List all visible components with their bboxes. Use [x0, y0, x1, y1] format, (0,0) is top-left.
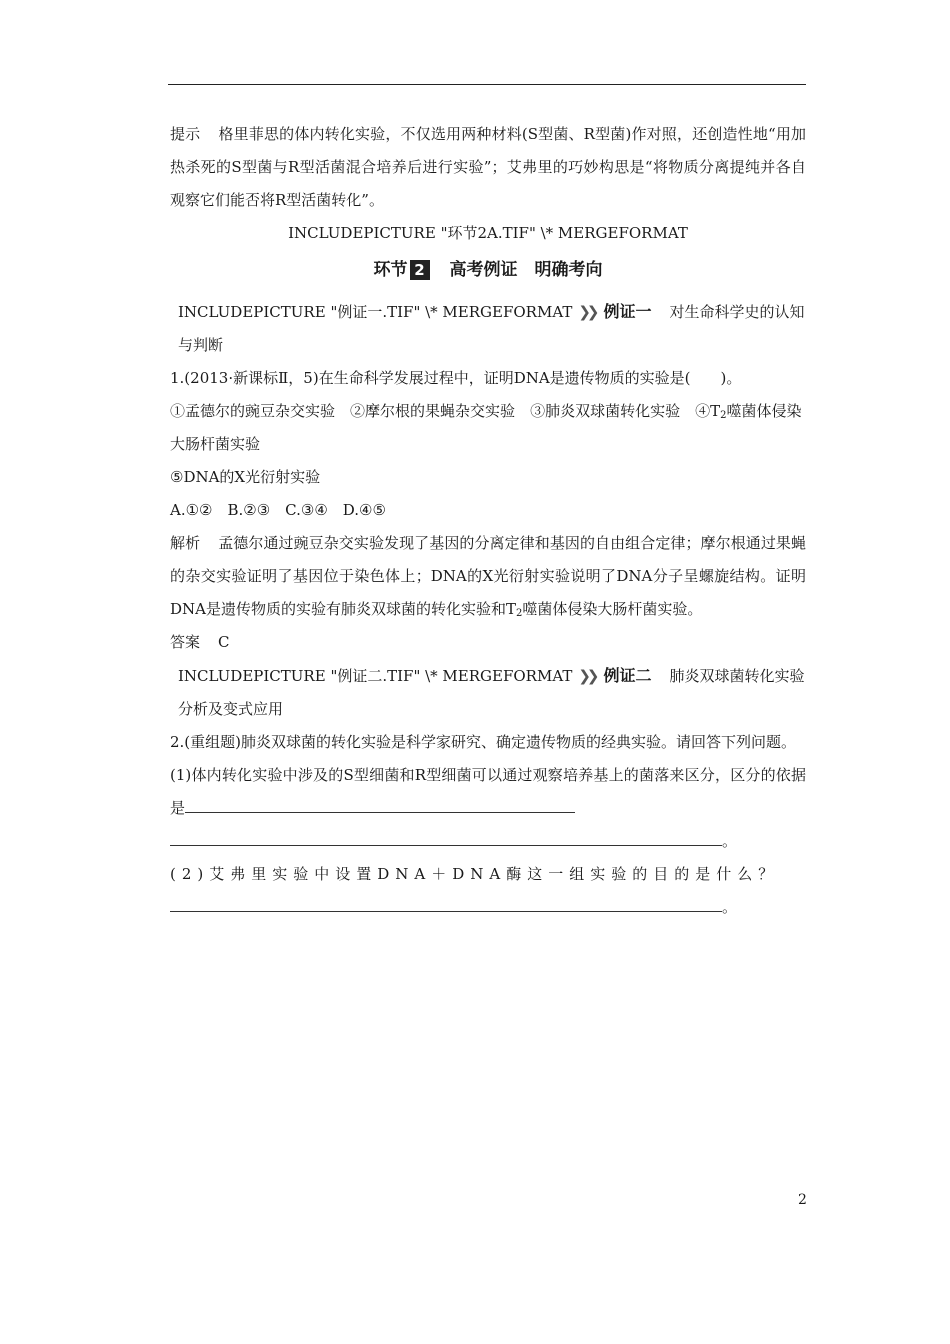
section-number-box: 2	[410, 260, 430, 280]
hint-paragraph	[170, 118, 806, 217]
q2-sub2-line2	[170, 891, 806, 924]
q2-sub2: (2)艾弗里实验中设置DNA＋DNA酶这一组实验的目的是什么？	[170, 865, 780, 883]
analysis-text-a: 孟德尔通过豌豆杂交实验发现了基因的分离定律和基因的自由组合定律；摩尔根通过果蝇的杂交实验证明了基因位于染色体上；DNA的X光衍射实验说明了DNA分子呈螺旋结构。证明DNA是遗传物质的实验有肺炎双球菌的转化实验和T	[170, 534, 806, 618]
q1-option-5: ⑤DNA的X光衍射实验	[170, 468, 321, 486]
hint-label: 提示	[170, 125, 201, 143]
q1-choices: A.①② B.②③ C.③④ D.④⑤	[170, 501, 386, 519]
period-2: 。	[722, 898, 738, 916]
answer-blank-2[interactable]	[170, 893, 722, 912]
q1-option-1: ①孟德尔的豌豆杂交实验	[170, 402, 336, 420]
page-body	[170, 118, 806, 924]
example1-include-field: INCLUDEPICTURE "例证一.TIF" \* MERGEFORMAT	[178, 303, 573, 321]
example2-heading	[170, 659, 806, 726]
answer-blank-1a[interactable]	[185, 794, 575, 813]
section-prefix: 环节	[373, 260, 408, 280]
analysis-sub: 2	[516, 608, 523, 619]
example2-topic: 肺炎双球菌转化实验分析及变式应用	[178, 667, 805, 718]
hint-text: 格里菲思的体内转化实验，不仅选用两种材料(S型菌、R型菌)作对照，还创造性地“用加热杀死的S型菌与R型活菌混合培养后进行实验”；艾弗里的巧妙构思是“将物质分离提纯并各自观察它们能否将R型活菌转化”。	[170, 125, 806, 209]
example2-label: 例证二	[603, 666, 652, 685]
example1-heading	[170, 295, 806, 362]
q2-sub1	[170, 759, 806, 825]
example2-include-field: INCLUDEPICTURE "例证二.TIF" \* MERGEFORMAT	[178, 667, 573, 685]
period-1: 。	[722, 832, 738, 850]
q1-option-4-b: 噬菌体侵染大肠杆菌实验	[170, 402, 802, 453]
analysis-text-b: 噬菌体侵染大肠杆菌实验。	[522, 600, 703, 618]
q1-stem: 1.(2013·新课标Ⅱ，5)在生命科学发展过程中，证明DNA是遗传物质的实验是( )。	[170, 369, 742, 387]
answer-blank-1b[interactable]	[170, 827, 722, 846]
example1-label: 例证一	[603, 302, 652, 321]
section-title	[170, 254, 806, 287]
page-number: 2	[798, 1192, 807, 1208]
answer-label: 答案	[170, 633, 201, 651]
include-field-section: INCLUDEPICTURE "环节2A.TIF" \* MERGEFORMAT	[288, 224, 688, 242]
q1-option-3: ③肺炎双球菌转化实验	[530, 402, 681, 420]
double-chevron-icon: ❯❯	[578, 667, 596, 685]
example1-topic: 对生命科学史的认知与判断	[178, 303, 805, 354]
q1-answer	[170, 626, 806, 659]
header-rule	[168, 84, 806, 85]
q1-options	[170, 395, 806, 461]
section-heading: 高考例证 明确考向	[449, 260, 603, 280]
double-chevron-icon: ❯❯	[578, 303, 596, 321]
answer-value: C	[218, 633, 230, 651]
q1-analysis	[170, 527, 806, 626]
q2-sub1-text: (1)体内转化实验中涉及的S型细菌和R型细菌可以通过观察培养基上的菌落来区分，区分的依据是	[170, 766, 806, 817]
q1-option-2: ②摩尔根的果蝇杂交实验	[350, 402, 516, 420]
q1-option-4-sub: 2	[720, 410, 727, 421]
analysis-label: 解析	[170, 534, 201, 552]
q2-stem: 2.(重组题)肺炎双球菌的转化实验是科学家研究、确定遗传物质的经典实验。请回答下列问题。	[170, 733, 797, 751]
q1-option-4-a: ④T	[695, 402, 721, 420]
q2-sub1-line2	[170, 825, 806, 858]
